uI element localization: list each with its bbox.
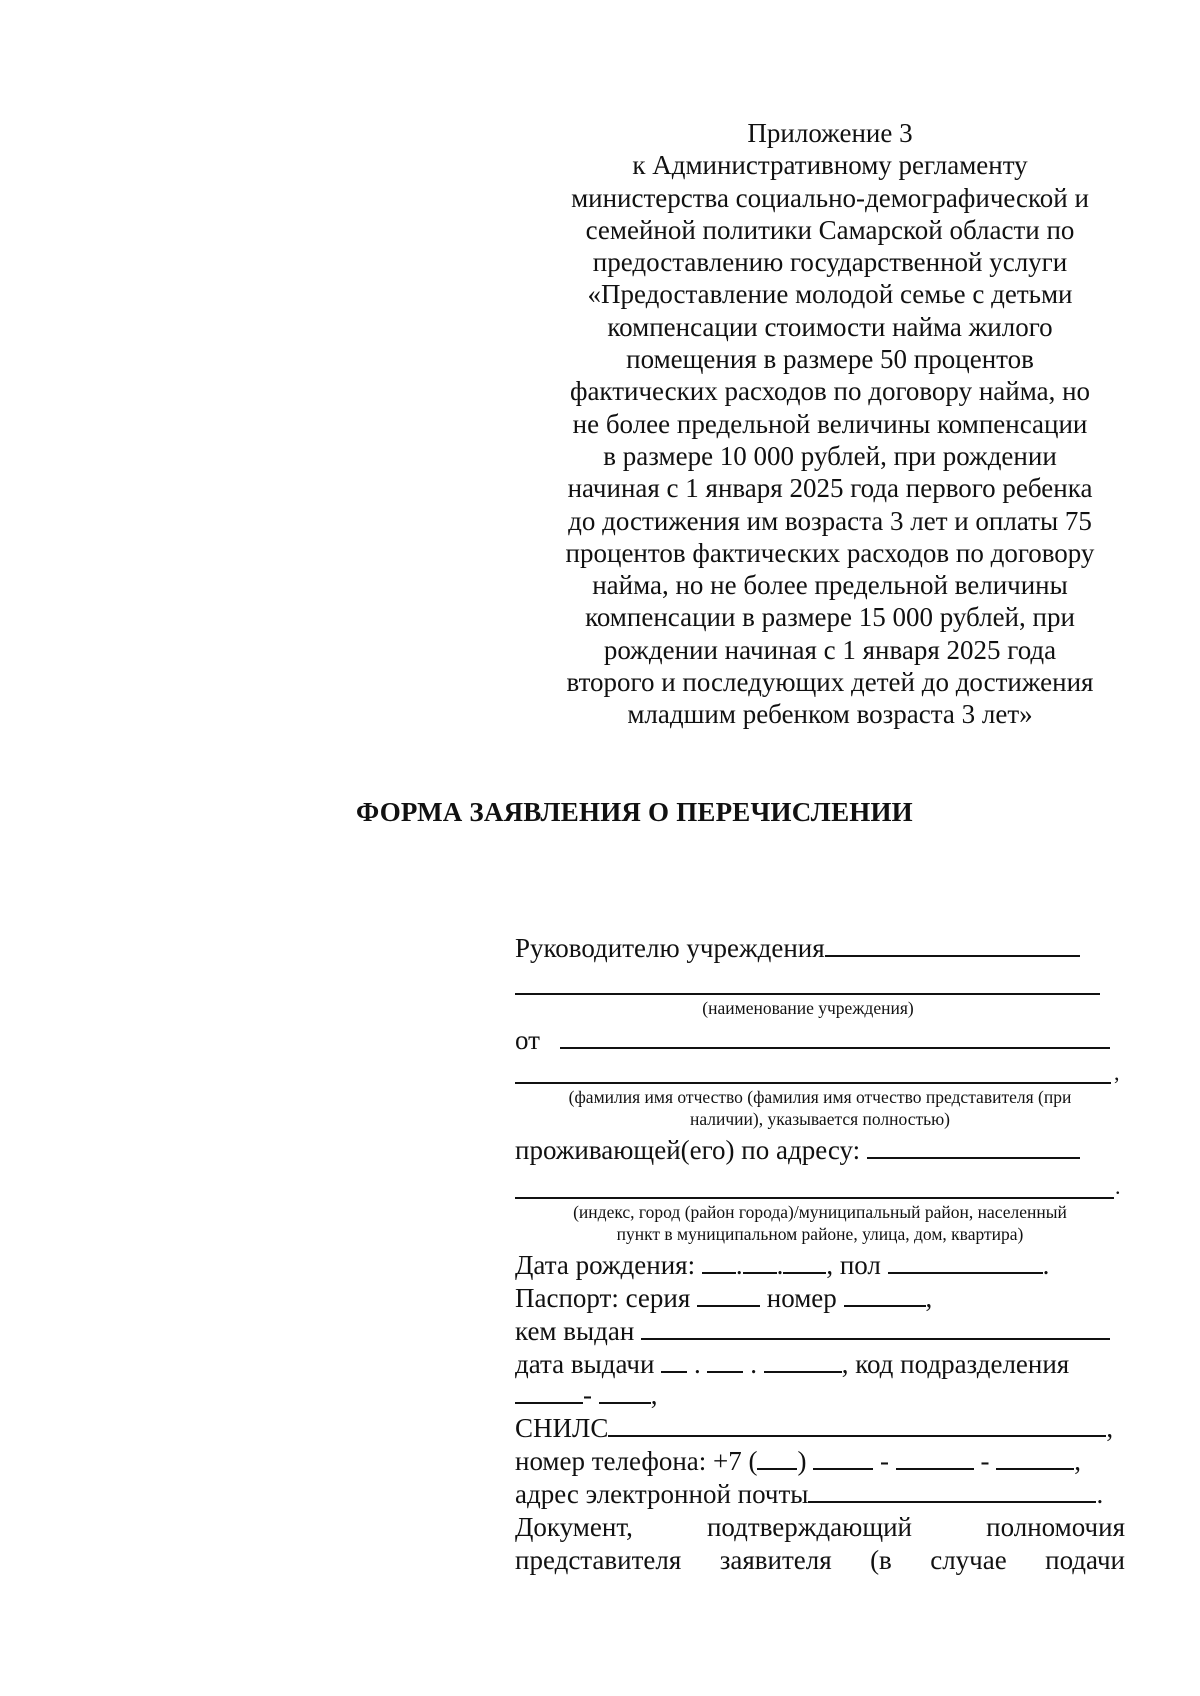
appendix-line: начиная с 1 января 2025 года первого ребенка — [567, 473, 1093, 504]
email-row: адрес электронной почты . — [515, 1479, 1104, 1509]
appendix-line: «Предоставление молодой семье с детьми — [587, 279, 1073, 310]
issued-by-field[interactable] — [641, 1316, 1110, 1340]
appendix-line: фактических расходов по договору найма, но — [569, 376, 1091, 407]
appendix-line: процентов фактических расходов по договору — [565, 537, 1095, 568]
appendix-line: к Административному регламенту — [632, 150, 1028, 181]
birth-year-field[interactable] — [783, 1250, 826, 1274]
appendix-line: Приложение 3 — [747, 118, 913, 148]
form-title: ФОРМА ЗАЯВЛЕНИЯ О ПЕРЕЧИСЛЕНИИ — [356, 797, 913, 827]
document-line-2: представителя заявителя (в случае подачи — [515, 1545, 1125, 1575]
appendix-line: младшим ребенком возраста 3 лет» — [627, 699, 1033, 730]
phone-code-field[interactable] — [757, 1446, 797, 1470]
addressee-field[interactable] — [825, 933, 1080, 957]
addressee-row — [515, 933, 1080, 963]
address-field-2[interactable] — [515, 1197, 1114, 1199]
dept-code-label: , код подразделения — [841, 1349, 1070, 1379]
address-period: . — [1115, 1174, 1121, 1199]
address-row — [515, 1135, 1080, 1165]
from-field[interactable] — [560, 1025, 1110, 1049]
full-name-field[interactable] — [515, 1082, 1111, 1084]
passport-number-field[interactable] — [844, 1283, 926, 1307]
passport-series-field[interactable] — [697, 1283, 760, 1307]
issued-by-label: кем выдан — [515, 1316, 635, 1346]
phone-row: номер телефона: +7 ( ) - - , — [515, 1446, 1081, 1476]
birth-month-field[interactable] — [743, 1250, 777, 1274]
address-caption-1: (индекс, город (район города)/муниципальный район, населенный — [573, 1202, 1067, 1222]
snils-label: СНИЛС — [515, 1413, 609, 1443]
sex-field[interactable] — [888, 1250, 1043, 1274]
full-name-caption-1: (фамилия имя отчество (фамилия имя отчество представителя (при — [568, 1087, 1072, 1107]
institution-field[interactable] — [515, 993, 1100, 995]
appendix-line: компенсации стоимости найма жилого — [607, 311, 1053, 342]
phone-part1-field[interactable] — [813, 1446, 873, 1470]
birth-label: Дата рождения: — [515, 1250, 696, 1280]
address-caption-2: пункт в муниципальном районе, улица, дом, квартира) — [616, 1224, 1024, 1244]
dept-code-part1-field[interactable] — [515, 1380, 583, 1404]
phone-label: номер телефона: +7 ( — [515, 1446, 758, 1476]
appendix-line: до достижения им возраста 3 лет и оплаты 75 — [568, 505, 1092, 536]
issue-day-field[interactable] — [661, 1349, 687, 1373]
passport-number-label: номер — [766, 1283, 837, 1313]
address-field[interactable] — [867, 1135, 1080, 1159]
email-label: адрес электронной почты — [515, 1479, 809, 1509]
appendix-line: рождении начиная с 1 января 2025 года — [603, 634, 1057, 665]
dept-code-part2-field[interactable] — [599, 1380, 651, 1404]
passport-row: Паспорт: серия номер , — [515, 1283, 933, 1313]
appendix-line: второго и последующих детей до достижения — [566, 667, 1094, 698]
issue-date-row: дата выдачи . . , код подразделения — [515, 1349, 1070, 1379]
appendix-line: в размере 10 000 рублей, при рождении — [603, 440, 1057, 471]
dept-code-row: - , — [515, 1380, 658, 1410]
birth-row: Дата рождения: . . , пол . — [515, 1250, 1050, 1280]
appendix-line: найма, но не более предельной величины — [592, 570, 1068, 601]
phone-part2-field[interactable] — [896, 1446, 974, 1470]
address-label: проживающей(его) по адресу: — [515, 1135, 861, 1165]
birth-day-field[interactable] — [702, 1250, 736, 1274]
issue-year-field[interactable] — [764, 1349, 842, 1373]
appendix-line: предоставлению государственной услуги — [592, 247, 1068, 278]
sex-label: , пол — [826, 1250, 881, 1280]
appendix-line: помещения в размере 50 процентов — [626, 344, 1034, 375]
issued-by-row — [515, 1316, 1110, 1346]
appendix-line: министерства социально-демографической и — [571, 182, 1089, 213]
snils-field[interactable] — [608, 1413, 1106, 1437]
appendix-line: семейной политики Самарской области по — [585, 214, 1075, 245]
email-field[interactable] — [808, 1479, 1096, 1503]
issue-date-label: дата выдачи — [515, 1349, 655, 1379]
institution-caption: (наименование учреждения) — [702, 998, 914, 1018]
appendix-line: не более предельной величины компенсации — [572, 408, 1088, 439]
phone-part3-field[interactable] — [996, 1446, 1074, 1470]
addressee-label: Руководителю учреждения — [515, 933, 825, 963]
appendix-line: компенсации в размере 15 000 рублей, при — [585, 602, 1075, 633]
full-name-caption-2: наличии), указывается полностью) — [689, 1109, 950, 1129]
appendix-header — [550, 117, 1110, 731]
from-label: от — [515, 1025, 540, 1055]
passport-series-label: Паспорт: серия — [515, 1283, 691, 1313]
document-line-1: Документ, подтверждающий полномочия — [515, 1512, 1125, 1542]
snils-row: СНИЛС , — [515, 1413, 1114, 1443]
full-name-comma: , — [1114, 1060, 1120, 1085]
issue-month-field[interactable] — [707, 1349, 743, 1373]
from-row — [515, 1025, 1110, 1055]
